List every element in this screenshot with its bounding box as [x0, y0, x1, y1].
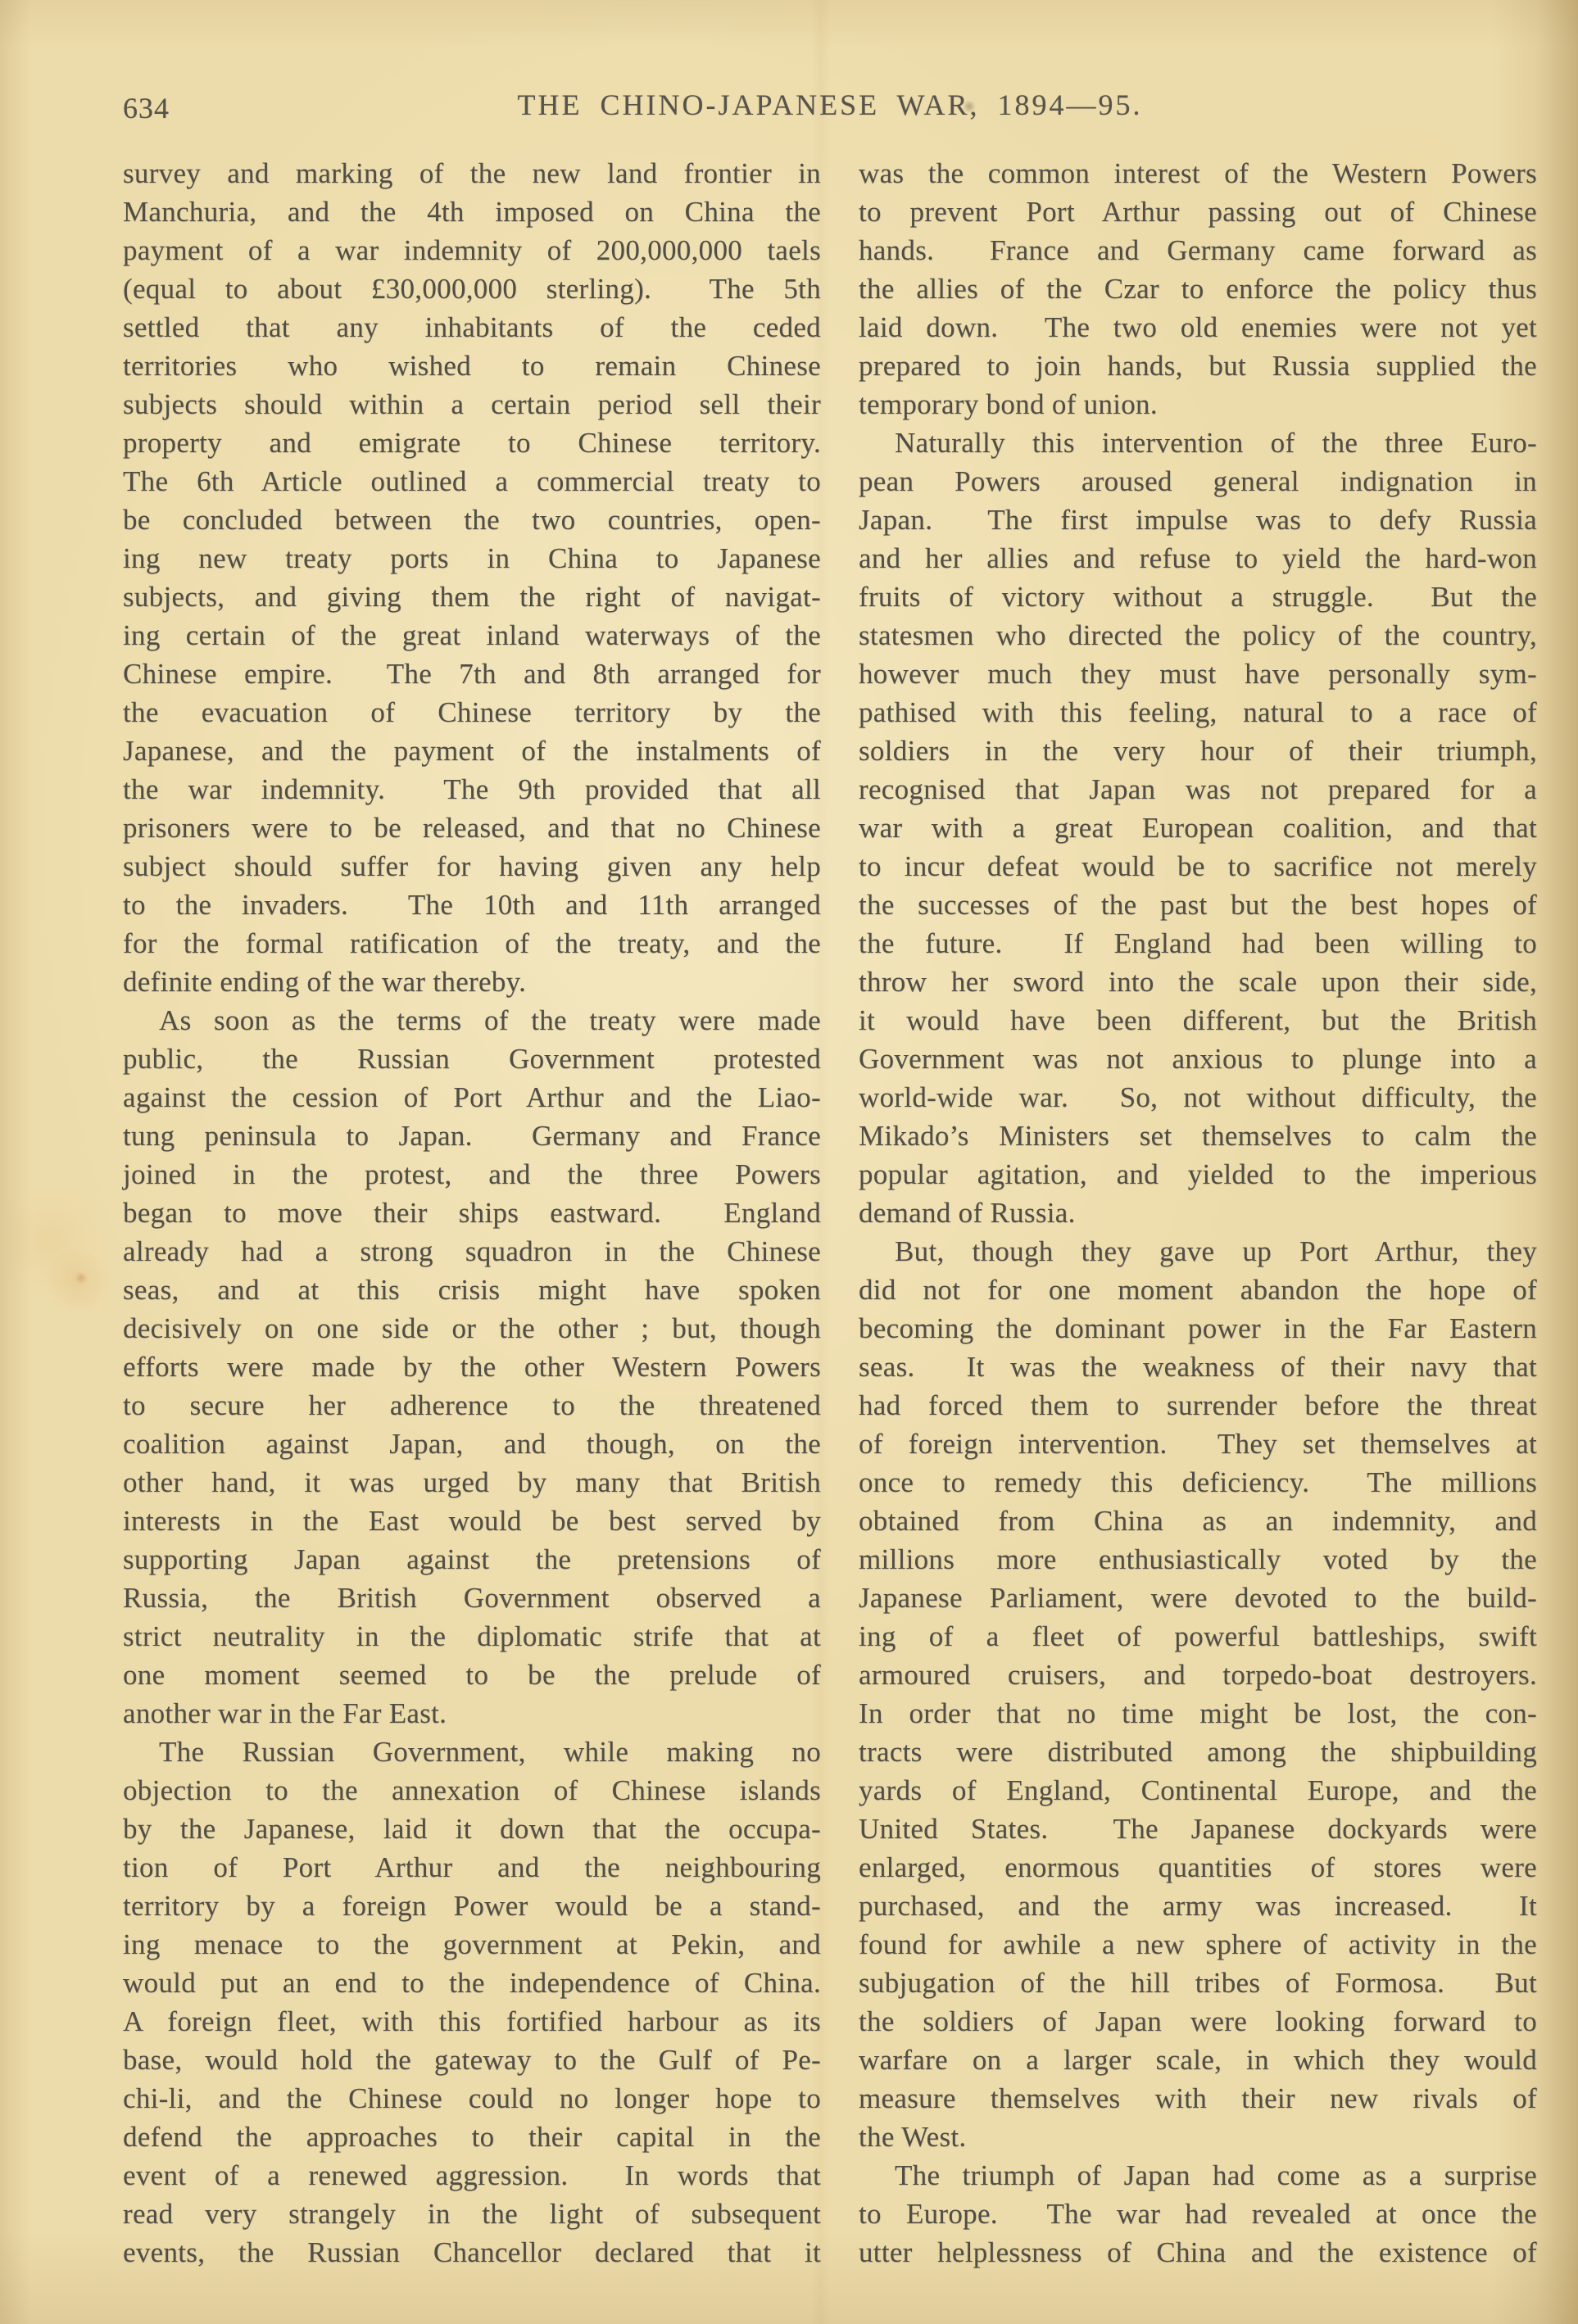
text-line: world-wide war. So, not without difficulty, the [859, 1081, 1537, 1113]
text-line: supporting Japan against the pretensions of [123, 1543, 821, 1575]
text-line: and her allies and refuse to yield the hard-won [859, 542, 1537, 574]
paragraph [123, 1733, 821, 2272]
text-line: territory by a foreign Power would be a stand- [123, 1890, 821, 1922]
text-line: millions more enthusiastically voted by the [859, 1543, 1537, 1575]
text-line: tung peninsula to Japan. Germany and France [123, 1120, 821, 1152]
text-line: utter helplessness of China and the existence of [859, 2236, 1537, 2268]
text-line: subjects should within a certain period sell their [123, 388, 821, 420]
text-line: throw her sword into the scale upon their side, [859, 966, 1537, 998]
text-line: The triumph of Japan had come as a surprise [895, 2159, 1537, 2191]
text-line: did not for one moment abandon the hope of [859, 1274, 1537, 1306]
text-line: however much they must have personally sym- [859, 658, 1537, 690]
text-line: the successes of the past but the best hopes of [859, 889, 1537, 921]
text-line: pathised with this feeling, natural to a race of [859, 696, 1537, 728]
text-line: armoured cruisers, and torpedo-boat destroyers. [859, 1659, 1537, 1691]
text-line: payment of a war indemnity of 200,000,000 taels [123, 234, 821, 266]
text-column-left [123, 154, 821, 2272]
text-line: prepared to join hands, but Russia supplied the [859, 350, 1537, 382]
text-line: becoming the dominant power in the Far Eastern [859, 1312, 1537, 1344]
text-line: (equal to about £30,000,000 sterling). The 5th [123, 273, 821, 305]
text-line: ing certain of the great inland waterways of the [123, 619, 821, 651]
text-line: settled that any inhabitants of the ceded [123, 311, 821, 343]
paragraph [859, 154, 1537, 424]
text-line: warfare on a larger scale, in which they would [859, 2044, 1537, 2076]
text-line: base, would hold the gateway to the Gulf of Pe- [123, 2044, 821, 2076]
text-line: subjugation of the hill tribes of Formosa. But [859, 1967, 1537, 1999]
text-line: to the invaders. The 10th and 11th arranged [123, 889, 821, 921]
text-column-right [859, 154, 1537, 2272]
text-line: decisively on one side or the other ; but, though [123, 1312, 821, 1344]
text-line: pean Powers aroused general indignation in [859, 465, 1537, 497]
text-line: property and emigrate to Chinese territory. [123, 427, 821, 459]
text-line: found for awhile a new sphere of activity in the [859, 1928, 1537, 1960]
text-line: As soon as the terms of the treaty were made [159, 1004, 821, 1036]
text-line: event of a renewed aggression. In words that [123, 2159, 821, 2191]
text-line: seas. It was the weakness of their navy that [859, 1351, 1537, 1383]
text-line: obtained from China as an indemnity, and [859, 1505, 1537, 1537]
text-line: United States. The Japanese dockyards were [859, 1813, 1537, 1845]
text-line: by the Japanese, laid it down that the occupa- [123, 1813, 821, 1845]
text-line: coalition against Japan, and though, on the [123, 1428, 821, 1460]
text-line: hands. France and Germany came forward as [859, 234, 1537, 266]
text-line: efforts were made by the other Western Powers [123, 1351, 821, 1383]
text-line: ing of a fleet of powerful battleships, swift [859, 1620, 1537, 1652]
text-line: Japan. The first impulse was to defy Russia [859, 504, 1537, 536]
text-line: subjects, and giving them the right of navigat- [123, 581, 821, 613]
text-line: war with a great European coalition, and that [859, 812, 1537, 844]
text-line: subject should suffer for having given any help [123, 850, 821, 882]
text-line: events, the Russian Chancellor declared that it [123, 2236, 821, 2268]
text-line: would put an end to the independence of China. [123, 1967, 821, 1999]
text-line: had forced them to surrender before the threat [859, 1389, 1537, 1421]
text-line: another war in the Far East. [123, 1697, 447, 1729]
text-line: began to move their ships eastward. England [123, 1197, 821, 1229]
text-line: for the formal ratification of the treaty, and the [123, 927, 821, 959]
text-line: of foreign intervention. They set themselves at [859, 1428, 1537, 1460]
text-line: seas, and at this crisis might have spoken [123, 1274, 821, 1306]
text-line: to incur defeat would be to sacrifice not merely [859, 850, 1537, 882]
text-line: enlarged, enormous quantities of stores were [859, 1851, 1537, 1883]
text-line: it would have been different, but the British [859, 1004, 1537, 1036]
text-line: the future. If England had been willing to [859, 927, 1537, 959]
text-line: was the common interest of the Western Powers [859, 157, 1537, 189]
text-line: demand of Russia. [859, 1197, 1076, 1229]
text-line: public, the Russian Government protested [123, 1043, 821, 1075]
text-line: chi-li, and the Chinese could no longer hope to [123, 2082, 821, 2114]
text-line: recognised that Japan was not prepared for a [859, 773, 1537, 805]
text-line: strict neutrality in the diplomatic strife that at [123, 1620, 821, 1652]
text-line: Government was not anxious to plunge into a [859, 1043, 1537, 1075]
text-line: read very strangely in the light of subsequent [123, 2198, 821, 2230]
text-line: the soldiers of Japan were looking forward to [859, 2005, 1537, 2037]
text-line: A foreign fleet, with this fortified harbour as its [123, 2005, 821, 2037]
text-line: Naturally this intervention of the three Euro- [895, 427, 1537, 459]
text-line: temporary bond of union. [859, 388, 1158, 420]
text-line: other hand, it was urged by many that British [123, 1466, 821, 1498]
text-line: purchased, and the army was increased. It [859, 1890, 1537, 1922]
text-line: the West. [859, 2121, 967, 2153]
text-line: yards of England, Continental Europe, and the [859, 1774, 1537, 1806]
text-line: Japanese Parliament, were devoted to the build- [859, 1582, 1537, 1614]
text-line: Japanese, and the payment of the instalments of [123, 735, 821, 767]
text-line: against the cession of Port Arthur and the Liao- [123, 1081, 821, 1113]
text-line: measure themselves with their new rivals of [859, 2082, 1537, 2114]
paragraph [859, 2156, 1537, 2272]
text-line: interests in the East would be best served by [123, 1505, 821, 1537]
text-line: already had a strong squadron in the Chinese [123, 1235, 821, 1267]
text-line: In order that no time might be lost, the con- [859, 1697, 1537, 1729]
paragraph [859, 1232, 1537, 2156]
text-line: territories who wished to remain Chinese [123, 350, 821, 382]
text-line: be concluded between the two countries, open- [123, 504, 821, 536]
text-line: The 6th Article outlined a commercial treaty to [123, 465, 821, 497]
text-line: Russia, the British Government observed a [123, 1582, 821, 1614]
text-line: But, though they gave up Port Arthur, they [895, 1235, 1537, 1267]
text-line: Manchuria, and the 4th imposed on China the [123, 196, 821, 228]
text-line: soldiers in the very hour of their triumph, [859, 735, 1537, 767]
text-line: to prevent Port Arthur passing out of Chinese [859, 196, 1537, 228]
text-line: one moment seemed to be the prelude of [123, 1659, 821, 1691]
text-line: ing menace to the government at Pekin, and [123, 1928, 821, 1960]
text-line: the war indemnity. The 9th provided that all [123, 773, 821, 805]
text-line: definite ending of the war thereby. [123, 966, 527, 998]
page-number: 634 [123, 92, 170, 125]
text-line: prisoners were to be released, and that no Chinese [123, 812, 821, 844]
text-line: defend the approaches to their capital in the [123, 2121, 821, 2153]
paragraph [859, 424, 1537, 1232]
running-title: THE CHINO-JAPANESE WAR, 1894—95. [517, 88, 1143, 121]
text-line: objection to the annexation of Chinese islands [123, 1774, 821, 1806]
text-line: Mikado’s Ministers set themselves to calm the [859, 1120, 1537, 1152]
text-line: once to remedy this deficiency. The millions [859, 1466, 1537, 1498]
text-line: fruits of victory without a struggle. But the [859, 581, 1537, 613]
text-line: statesmen who directed the policy of the country, [859, 619, 1537, 651]
text-line: joined in the protest, and the three Powers [123, 1158, 821, 1190]
text-line: the allies of the Czar to enforce the policy thus [859, 273, 1537, 305]
paragraph [123, 1001, 821, 1733]
text-line: to Europe. The war had revealed at once the [859, 2198, 1537, 2230]
text-line: tracts were distributed among the shipbuilding [859, 1736, 1537, 1768]
text-line: laid down. The two old enemies were not yet [859, 311, 1537, 343]
text-line: the evacuation of Chinese territory by the [123, 696, 821, 728]
text-line: survey and marking of the new land frontier in [123, 157, 821, 189]
text-line: tion of Port Arthur and the neighbouring [123, 1851, 821, 1883]
text-line: ing new treaty ports in China to Japanese [123, 542, 821, 574]
text-line: popular agitation, and yielded to the imperious [859, 1158, 1537, 1190]
text-line: The Russian Government, while making no [159, 1736, 821, 1768]
text-line: Chinese empire. The 7th and 8th arranged for [123, 658, 821, 690]
paragraph [123, 154, 821, 1001]
text-line: to secure her adherence to the threatened [123, 1389, 821, 1421]
